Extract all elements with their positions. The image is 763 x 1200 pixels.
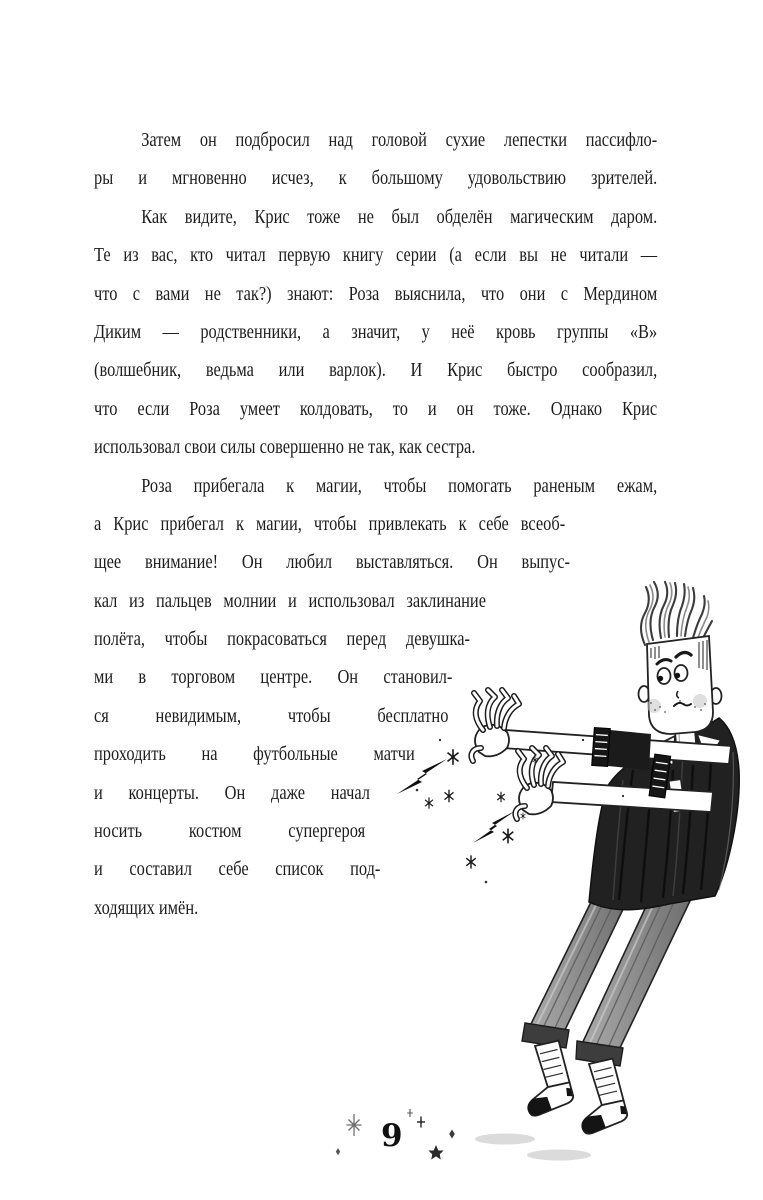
text-line: Как видите, Крис тоже не был обделён магическим даром. — [141, 205, 658, 228]
illustration-boy-casting-sparks — [383, 560, 763, 1165]
legs-group — [522, 898, 690, 1066]
diamond-icon — [449, 1130, 455, 1139]
text-line: а Крис прибегал к магии, чтобы привлекать к себе всеоб- — [94, 512, 566, 535]
cheek-blush — [693, 694, 707, 708]
text-line: ся невидимым, чтобы бесплатно — [94, 704, 449, 727]
text-line: полёта, чтобы покрасоваться перед девушка- — [94, 628, 470, 651]
text-line: носить костюм супергероя — [94, 820, 366, 843]
sparkle-icon — [466, 855, 476, 868]
text-line: и составил себе список под- — [94, 858, 381, 881]
hair-icon — [641, 582, 712, 645]
text-line: что с вами не так?) знают: Роза выяснила, что они с Мердином — [94, 282, 658, 305]
text-line: ры и мгновенно исчез, к большому удовольствию зрителей. — [94, 167, 658, 190]
text-line: Затем он подбросил над головой сухие лепестки пассифло- — [141, 129, 658, 151]
boot-shadow — [475, 1134, 535, 1145]
sparkle-8ray-icon — [347, 1114, 362, 1136]
sparkle-icon — [445, 790, 454, 803]
text-line: использовал свои силы совершенно не так, как сестра. — [94, 436, 476, 459]
text-line: Диким — родственники, а значит, у неё кровь группы «В» — [94, 320, 658, 343]
page-footer-decoration — [318, 1098, 468, 1170]
pupil — [675, 673, 680, 678]
text-line: ми в торговом центре. Он становил- — [94, 666, 453, 689]
text-line: Те из вас, кто читал первую книгу серии (а если вы не читали — — [94, 244, 658, 267]
hands-group — [471, 690, 563, 819]
sparkle-icon — [407, 1109, 413, 1117]
coat-sleeve — [608, 730, 651, 770]
sparkle-icon — [497, 792, 505, 803]
sparkle-icon — [448, 749, 459, 764]
eye — [675, 665, 688, 681]
sparkle-icon — [417, 1117, 425, 1128]
text-line: проходить на футбольные матчи — [94, 743, 415, 766]
diamond-icon — [336, 1148, 340, 1155]
cheek-blush — [647, 699, 661, 713]
boot — [508, 1038, 580, 1118]
boot-shadow — [527, 1150, 591, 1161]
text-line: щее внимание! Он любил выставляться. Он выпус- — [94, 551, 570, 574]
star-icon — [428, 1145, 443, 1159]
eye — [658, 668, 671, 684]
text-line: что если Роза умеет колдовать, то и он тоже. Однако Крис — [94, 397, 658, 420]
text-line: и концерты. Он даже начал — [94, 781, 370, 804]
ribbed-cuff — [592, 727, 611, 766]
sparkle-icon — [521, 813, 526, 820]
text-line: (волшебник, ведьма или варлок). И Крис быстро сообразил, — [94, 359, 658, 382]
pupil — [658, 676, 663, 681]
page-number: 9 — [381, 1118, 403, 1154]
face-group — [639, 636, 722, 734]
text-line: ходящих имён. — [94, 896, 199, 919]
lightning-bolt-icon — [397, 759, 447, 794]
sparkle-icon — [503, 829, 514, 844]
sparkle-icon — [425, 797, 433, 808]
text-line: Роза прибегала к магии, чтобы помогать раненым ежам, — [141, 474, 658, 497]
text-line: кал из пальцев молнии и использовал заклинание — [94, 589, 486, 612]
